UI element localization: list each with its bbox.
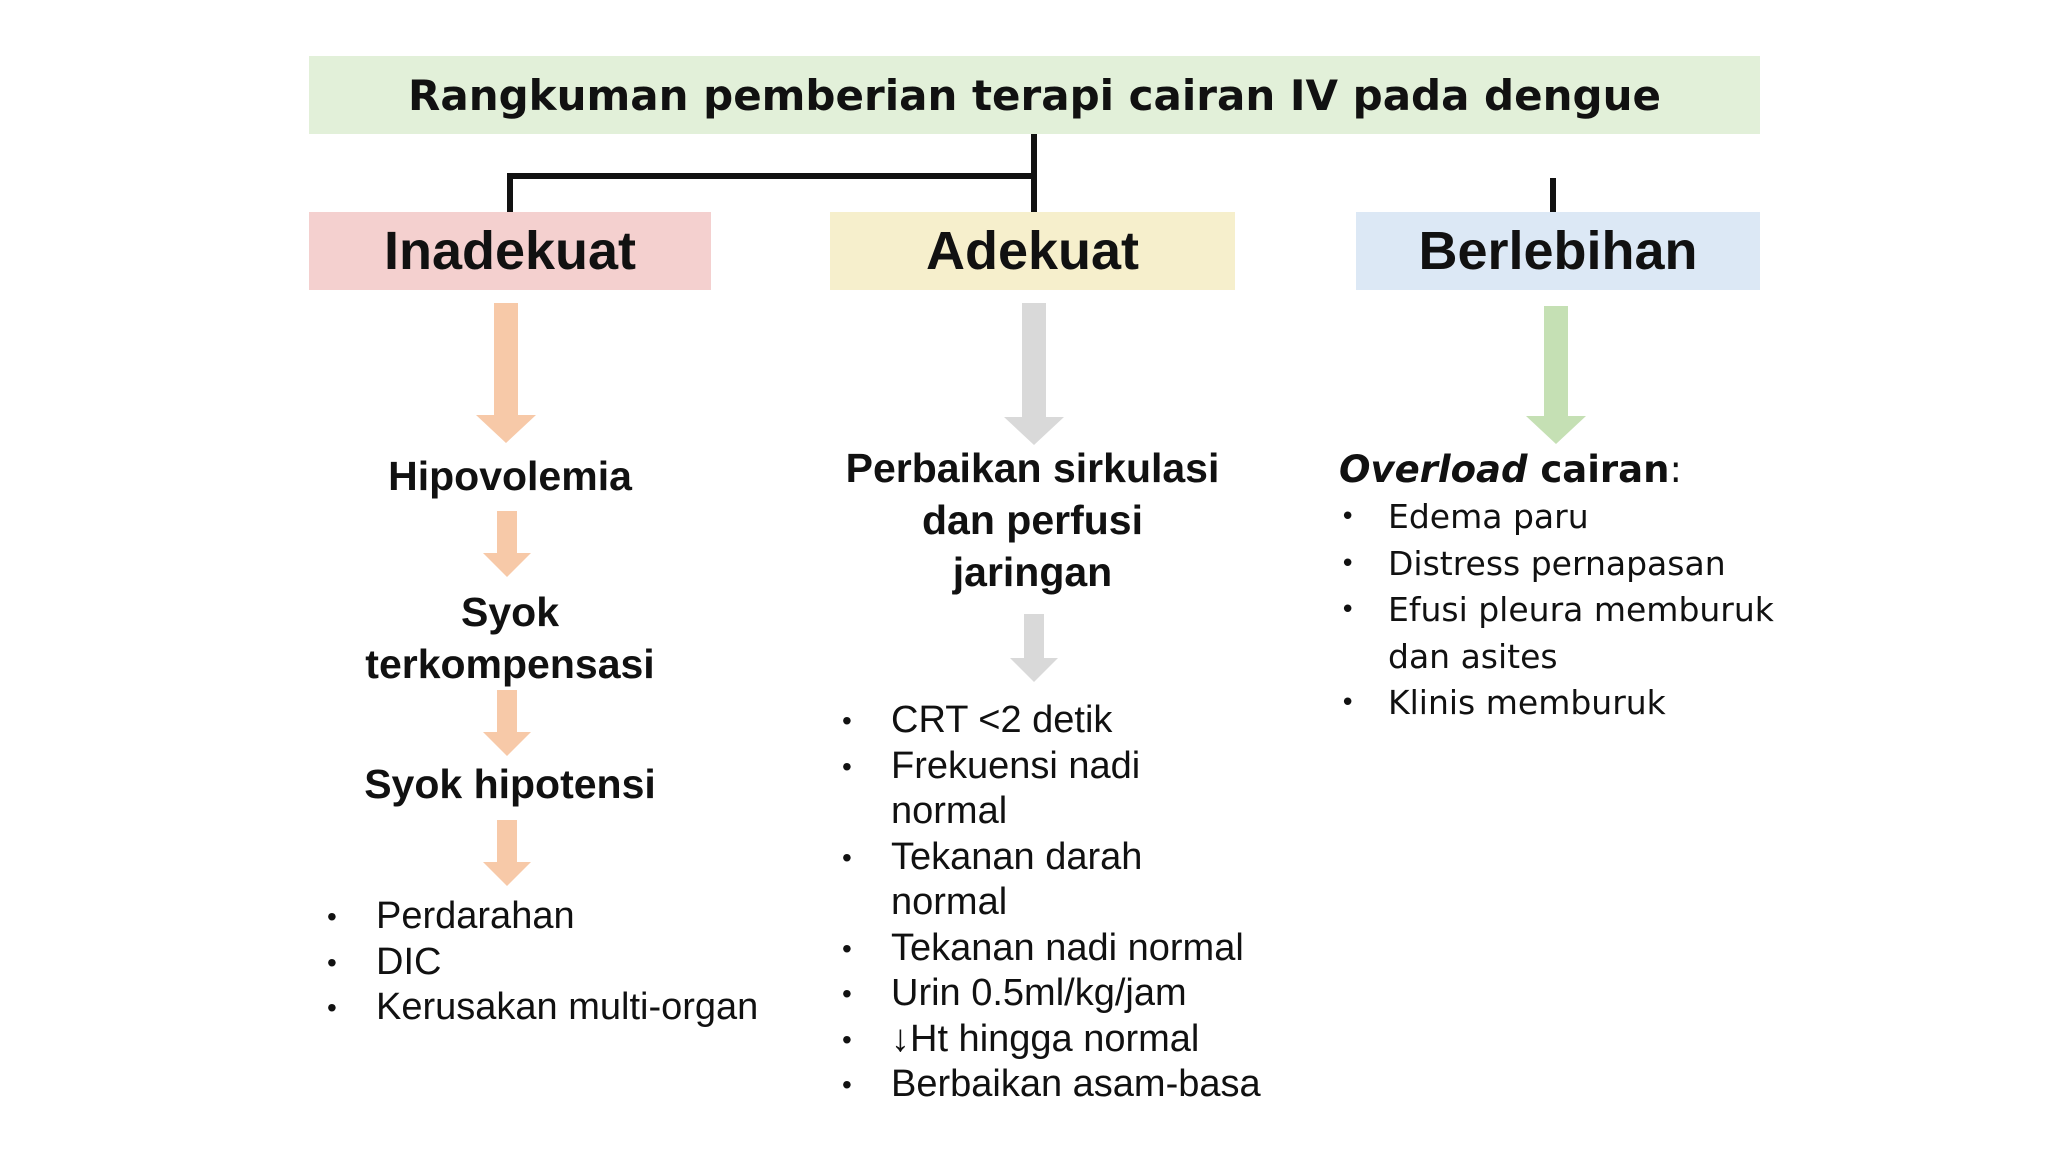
list-item: • Perdarahan [327,895,575,937]
list-item: normal [891,790,1008,832]
list-item: • Klinis memburuk [1340,683,1666,722]
connector-right-stub [1550,178,1556,212]
heading-berlebihan: Berlebihan [1418,221,1698,281]
arrow-down-icon [1004,303,1064,445]
list-item: • Berbaikan asam-basa [842,1063,1261,1105]
list-item: • Efusi pleura memburuk [1340,590,1774,629]
connector-left-drop [507,173,513,212]
list-item: • DIC [327,940,442,983]
list-item: • Distress pernapasan [1340,543,1726,583]
arrow-down-icon [476,303,536,443]
list-item: dan asites [1388,636,1558,676]
list-item: • Edema paru [1340,497,1589,536]
inadekuat-outcome-list [327,894,787,1031]
arrow-down-icon [1526,306,1586,444]
list-item: • CRT <2 detik [842,699,1113,741]
stage-syok-hipotensi: Syok hipotensi [364,761,656,807]
diagram-title-box [309,56,1760,134]
arrow-down-icon [483,820,531,886]
berlebihan-effect-list [1340,494,1860,727]
list-item: normal [891,881,1008,923]
list-item: • Kerusakan multi-organ [327,986,759,1028]
list-item: • Tekanan nadi normal [842,926,1244,969]
stage-hipovolemia: Hipovolemia [388,453,632,499]
list-item: • Tekanan darah [842,835,1143,878]
connector-horizontal [507,173,1037,179]
heading-berlebihan-box [1356,212,1760,290]
heading-inadekuat-box [309,212,711,290]
list-item: • ↓Ht hingga normal [842,1017,1200,1060]
heading-adekuat: Adekuat [925,221,1140,281]
heading-adekuat-box [830,212,1235,290]
arrow-down-icon [1010,614,1058,682]
adekuat-outcome-list [842,698,1282,1108]
overload-heading: Overload cairan: [1339,448,1682,491]
diagram-title: Rangkuman pemberian terapi cairan IV pada dengue [408,70,1661,120]
stage-perbaikan-sirkulasi: Perbaikan sirkulasi dan perfusi jaringan [845,445,1220,595]
arrow-down-icon [483,511,531,577]
arrow-down-icon [483,690,531,756]
stage-syok-terkompensasi: Syok terkompensasi [365,589,655,687]
list-item: • Frekuensi nadi [842,744,1141,787]
heading-inadekuat: Inadekuat [383,221,637,281]
list-item: • Urin 0.5ml/kg/jam [842,972,1187,1014]
